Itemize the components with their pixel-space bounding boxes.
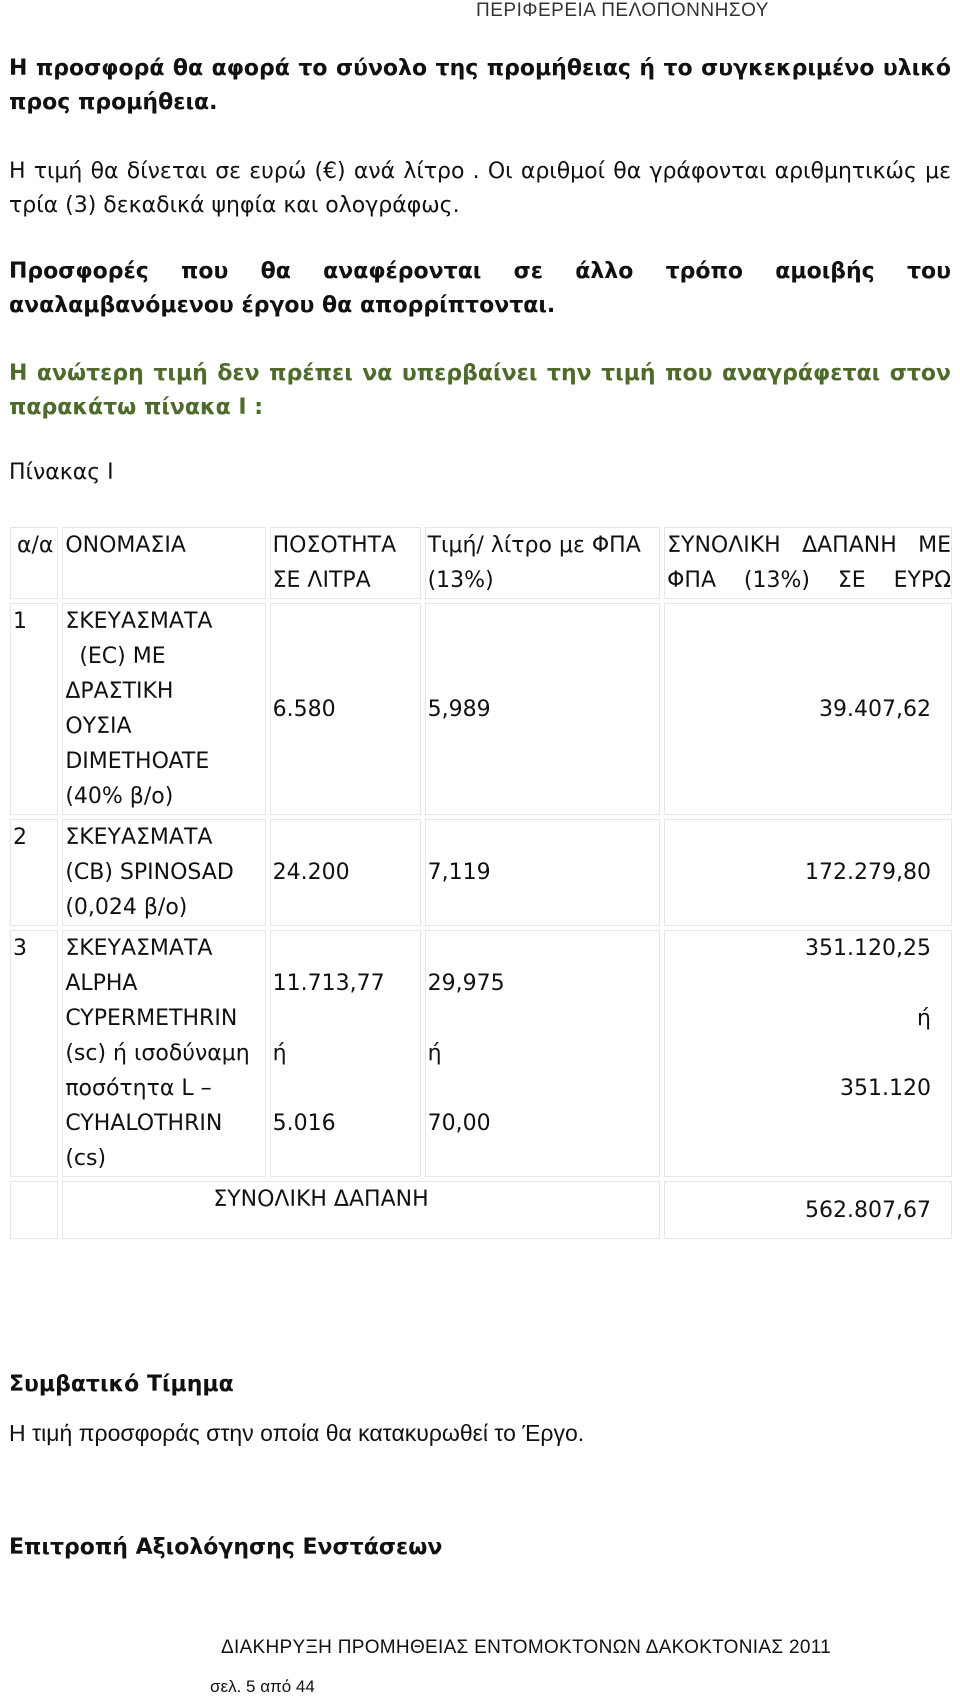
table-row [10, 819, 952, 926]
total-or: ή [917, 1006, 931, 1031]
name-line: CYPERMETHRIN [65, 1006, 238, 1031]
section-title-contract-price: Συμβατικό Τίμημα [9, 1372, 234, 1397]
paragraph-offer-scope-text: Η προσφορά θα αφορά το σύνολο της προμήθειας ή το συγκεκριμένο υλικό προς προμήθεια. [9, 56, 951, 115]
name-line: (EC) ΜΕ [79, 644, 166, 669]
row-price: 5,989 [425, 603, 661, 815]
name-line: ΣΚΕΥΑΣΜΑΤΑ [65, 609, 213, 634]
table-row [10, 930, 952, 1177]
price-option-a: 29,975 [427, 971, 505, 996]
header-total: ΣΥΝΟΛΙΚΗ ΔΑΠΑΝΗ ΜΕ ΦΠΑ (13%) ΣΕ ΕΥΡΩ [664, 527, 952, 599]
name-line: ΔΡΑΣΤΙΚΗ [65, 679, 174, 704]
table-row [10, 603, 952, 815]
row-price: 7,119 [425, 819, 661, 926]
qty-option-b: 5.016 [272, 1111, 336, 1136]
paragraph-offer-scope [9, 52, 951, 120]
row-qty: 24.200 [270, 819, 421, 926]
paragraph-price-format: Η τιμή θα δίνεται σε ευρώ (€) ανά λίτρο . Οι αριθμοί θα γράφονται αριθμητικώς με τρία (3) δεκαδικά ψηφία και ολογράφως. [9, 159, 951, 218]
name-line: ποσότητα L – [65, 1076, 212, 1101]
name-line: (40% β/ο) [65, 784, 174, 809]
name-line: (sc) ή ισοδύναμη [65, 1041, 250, 1066]
row-qty [270, 930, 421, 1177]
paragraph-max-price: Η ανώτερη τιμή δεν πρέπει να υπερβαίνει την τιμή που αναγράφεται στον παρακάτω πίνακα Ι : [9, 361, 951, 420]
name-line: ΟΥΣΙΑ [65, 714, 132, 739]
price-or: ή [427, 1041, 442, 1066]
header-qty: ΠΟΣΟΤΗΤΑ ΣΕ ΛΙΤΡΑ [270, 527, 421, 599]
name-line: ALPHA [65, 971, 138, 996]
table-title: Πίνακας Ι [9, 460, 114, 485]
total-label: ΣΥΝΟΛΙΚΗ ΔΑΠΑΝΗ [62, 1181, 660, 1239]
row-name [62, 930, 265, 1177]
name-line: (0,024 β/ο) [65, 895, 188, 920]
header-name: ΟΝΟΜΑΣΙΑ [62, 527, 265, 599]
row-price [425, 930, 661, 1177]
row-aa: 2 [10, 819, 58, 926]
section-title-committee: Επιτροπή Αξιολόγησης Ενστάσεων [9, 1535, 443, 1560]
name-line: DIMETHOATE [65, 749, 210, 774]
name-line: ΣΚΕΥΑΣΜΑΤΑ [65, 825, 213, 850]
name-line: (CB) SPINOSAD [65, 860, 234, 885]
contract-price-text: Η τιμή προσφοράς στην οποία θα κατακυρωθεί το Έργο. [9, 1420, 585, 1446]
table-total-row [10, 1181, 952, 1239]
page-footer: ΔΙΑΚΗΡΥΞΗ ΠΡΟΜΗΘΕΙΑΣ ΕΝΤΟΜΟΚΤΟΝΩΝ ΔΑΚΟΚΤΟΝΙΑΣ 2011 [221, 1637, 832, 1658]
total-row-empty [10, 1181, 58, 1239]
name-line: ΣΚΕΥΑΣΜΑΤΑ [65, 936, 213, 961]
header-aa: α/α [10, 527, 58, 599]
price-table [6, 523, 956, 1243]
row-total: 39.407,62 [664, 603, 952, 815]
row-aa: 3 [10, 930, 58, 1177]
name-line: CYHALOTHRIN [65, 1111, 223, 1136]
header-price: Τιμή/ λίτρο με ΦΠΑ (13%) [425, 527, 661, 599]
row-total: 172.279,80 [664, 819, 952, 926]
row-qty: 6.580 [270, 603, 421, 815]
total-option-a: 351.120,25 [805, 936, 931, 961]
table-header-row [10, 527, 952, 599]
total-value: 562.807,67 [664, 1181, 952, 1239]
page-header: ΠΕΡΙΦΕΡΕΙΑ ΠΕΛΟΠΟΝΝΗΣΟΥ [476, 0, 769, 21]
row-total [664, 930, 952, 1177]
paragraph-rejection: Προσφορές που θα αναφέρονται σε άλλο τρόπο αμοιβής του αναλαμβανόμενου έργου θα απορρίπτονται. [9, 259, 951, 318]
page-number: σελ. 5 από 44 [210, 1677, 315, 1696]
row-name [62, 819, 265, 926]
row-name [62, 603, 265, 815]
price-option-b: 70,00 [427, 1111, 491, 1136]
qty-option-a: 11.713,77 [272, 971, 385, 996]
name-line-group [65, 639, 264, 674]
name-line: (cs) [65, 1146, 107, 1171]
total-option-b: 351.120 [840, 1076, 931, 1101]
row-aa: 1 [10, 603, 58, 815]
qty-or: ή [272, 1041, 287, 1066]
